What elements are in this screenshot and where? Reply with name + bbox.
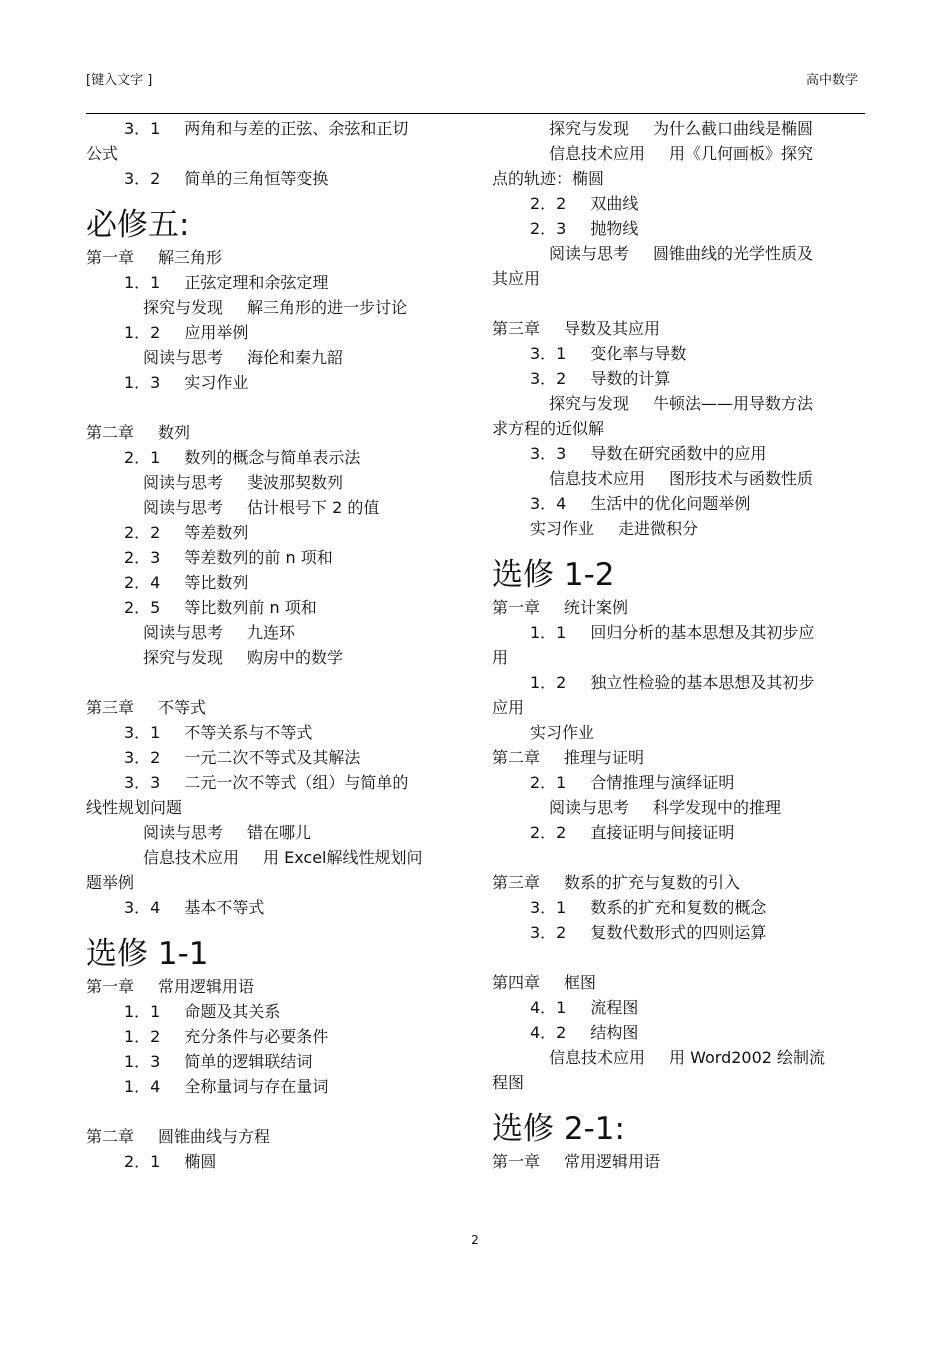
- toc-section: 1．3 实习作业: [124, 373, 249, 392]
- toc-continuation: 线性规划问题: [86, 798, 183, 817]
- toc-section: 3．1 变化率与导数: [530, 344, 687, 363]
- toc-section: 1．4 全称量词与存在量词: [124, 1077, 329, 1096]
- toc-section: 2．2 双曲线: [530, 194, 639, 213]
- toc-subsection: 探究与发现 购房中的数学: [143, 648, 344, 667]
- chapter-title: 第一章 常用逻辑用语: [492, 1152, 661, 1171]
- toc-subsection: 阅读与思考 科学发现中的推理: [549, 798, 782, 817]
- toc-section: 2．4 等比数列: [124, 573, 249, 592]
- toc-left-column: [86, 116, 458, 1174]
- book-heading: 选修 1-1: [86, 936, 209, 972]
- toc-continuation: 用: [492, 648, 509, 667]
- toc-section: 3．1 不等关系与不等式: [124, 723, 313, 742]
- toc-subsection: 信息技术应用 图形技术与函数性质: [549, 469, 814, 488]
- toc-section: 2．1 数列的概念与简单表示法: [124, 448, 361, 467]
- toc-section: 实习作业 走进微积分: [530, 519, 699, 538]
- toc-section: 3．1 两角和与差的正弦、余弦和正切: [124, 119, 409, 138]
- toc-subsection: 阅读与思考 斐波那契数列: [143, 473, 344, 492]
- toc-section: 4．1 流程图: [530, 998, 639, 1017]
- toc-section: 2．5 等比数列前 n 项和: [124, 598, 317, 617]
- toc-section: 3．3 导数在研究函数中的应用: [530, 444, 767, 463]
- header-rule: [86, 113, 865, 114]
- toc-section: 1．1 命题及其关系: [124, 1002, 281, 1021]
- toc-section: 3．2 一元二次不等式及其解法: [124, 748, 361, 767]
- toc-section: 2．1 合情推理与演绎证明: [530, 773, 735, 792]
- toc-section: 1．2 充分条件与必要条件: [124, 1027, 329, 1046]
- toc-continuation: 程图: [492, 1073, 525, 1092]
- toc-subsection: 阅读与思考 海伦和秦九韶: [143, 348, 344, 367]
- toc-continuation: 应用: [492, 698, 525, 717]
- toc-right-column: [492, 116, 866, 1174]
- toc-subsection: 信息技术应用 用 Excel解线性规划问: [143, 848, 423, 867]
- toc-section: 1．1 回归分析的基本思想及其初步应: [530, 623, 815, 642]
- toc-continuation: 公式: [86, 144, 119, 163]
- chapter-title: 第四章 框图: [492, 973, 597, 992]
- toc-section: 3．1 数系的扩充和复数的概念: [530, 898, 767, 917]
- toc-section: 1．1 正弦定理和余弦定理: [124, 273, 329, 292]
- toc-subsection: 阅读与思考 估计根号下 2 的值: [143, 498, 380, 517]
- toc-section: 3．4 生活中的优化问题举例: [530, 494, 751, 513]
- toc-section: 2．3 抛物线: [530, 219, 639, 238]
- toc-continuation: 点的轨迹：椭圆: [492, 169, 605, 188]
- chapter-title: 第一章 解三角形: [86, 248, 223, 267]
- toc-continuation: 其应用: [492, 269, 541, 288]
- chapter-title: 第一章 统计案例: [492, 598, 629, 617]
- toc-continuation: 题举例: [86, 873, 135, 892]
- toc-section: 实习作业: [530, 723, 595, 742]
- toc-continuation: 求方程的近似解: [492, 419, 605, 438]
- header-left-text: [键入文字 ]: [86, 73, 153, 88]
- toc-subsection: 信息技术应用 用《几何画板》探究: [549, 144, 814, 163]
- toc-subsection: 探究与发现 牛顿法——用导数方法: [549, 394, 814, 413]
- toc-section: 1．2 应用举例: [124, 323, 249, 342]
- toc-section: 3．3 二元一次不等式（组）与简单的: [124, 773, 409, 792]
- toc-section: 3．2 复数代数形式的四则运算: [530, 923, 767, 942]
- toc-section: 3．2 简单的三角恒等变换: [124, 169, 329, 188]
- book-heading: 必修五:: [86, 207, 190, 243]
- toc-subsection: 阅读与思考 圆锥曲线的光学性质及: [549, 244, 814, 263]
- header-subject: 高中数学: [805, 73, 858, 88]
- chapter-title: 第三章 数系的扩充与复数的引入: [492, 873, 741, 892]
- toc-section: 3．2 导数的计算: [530, 369, 671, 388]
- toc-subsection: 探究与发现 解三角形的进一步讨论: [143, 298, 408, 317]
- toc-section: 2．1 椭圆: [124, 1152, 217, 1171]
- chapter-title: 第一章 常用逻辑用语: [86, 977, 255, 996]
- chapter-title: 第二章 圆锥曲线与方程: [86, 1127, 271, 1146]
- toc-section: 2．2 等差数列: [124, 523, 249, 542]
- chapter-title: 第二章 推理与证明: [492, 748, 645, 767]
- toc-section: 3．4 基本不等式: [124, 898, 265, 917]
- toc-subsection: 阅读与思考 九连环: [143, 623, 296, 642]
- toc-subsection: 探究与发现 为什么截口曲线是椭圆: [549, 119, 814, 138]
- toc-section: 2．2 直接证明与间接证明: [530, 823, 735, 842]
- toc-section: 1．2 独立性检验的基本思想及其初步: [530, 673, 815, 692]
- book-heading: 选修 1-2: [492, 557, 615, 593]
- toc-section: 1．3 简单的逻辑联结词: [124, 1052, 313, 1071]
- toc-section: 4．2 结构图: [530, 1023, 639, 1042]
- book-heading: 选修 2-1:: [492, 1111, 625, 1147]
- chapter-title: 第二章 数列: [86, 423, 191, 442]
- page-number: 2: [471, 1233, 479, 1247]
- toc-subsection: 信息技术应用 用 Word2002 绘制流: [549, 1048, 826, 1067]
- chapter-title: 第三章 不等式: [86, 698, 207, 717]
- toc-section: 2．3 等差数列的前 n 项和: [124, 548, 333, 567]
- chapter-title: 第三章 导数及其应用: [492, 319, 661, 338]
- toc-subsection: 阅读与思考 错在哪儿: [143, 823, 312, 842]
